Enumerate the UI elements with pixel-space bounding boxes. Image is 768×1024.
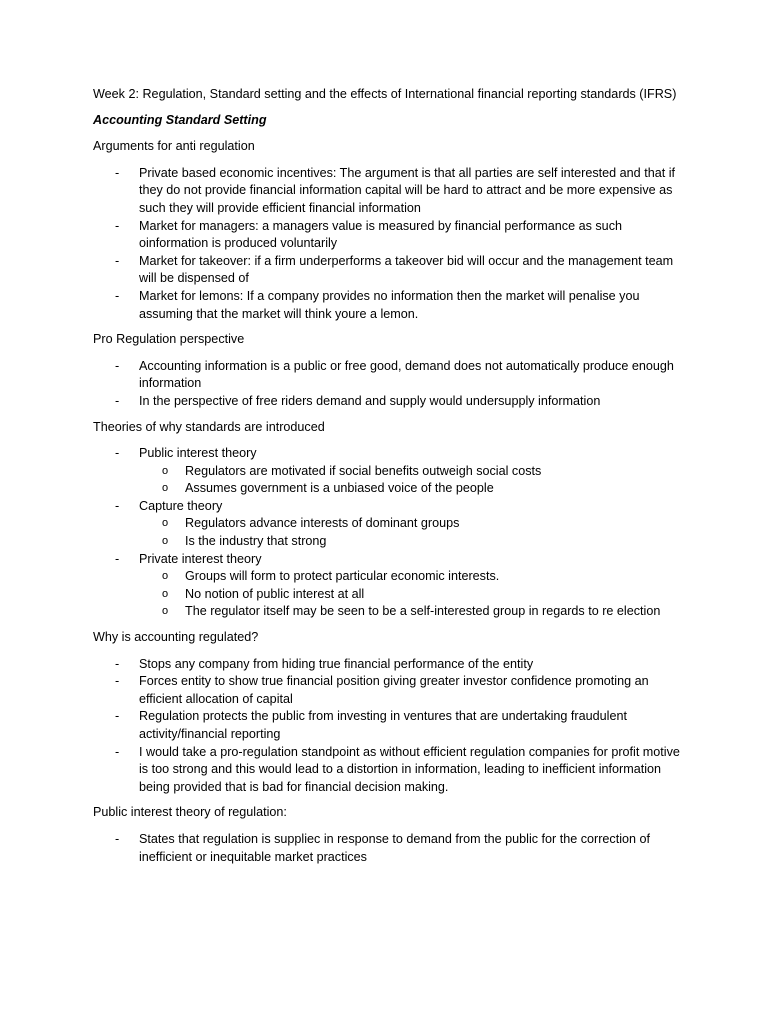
dash-bullet: - xyxy=(115,498,120,513)
circle-bullet: o xyxy=(162,482,169,495)
list-item xyxy=(93,673,683,708)
sub-list-item-text: Groups will form to protect particular economic interests. xyxy=(185,569,500,584)
sub-list-item-text: Is the industry that strong xyxy=(185,534,327,549)
list-item-text: Market for managers: a managers value is measured by financial performance as such oinformation is produced voluntarily xyxy=(139,218,622,251)
pro-regulation-list xyxy=(93,358,683,411)
dash-bullet: - xyxy=(115,446,120,461)
list-item xyxy=(93,253,683,288)
list-item xyxy=(93,218,683,253)
list-item xyxy=(93,708,683,743)
dash-bullet: - xyxy=(115,744,120,759)
sub-list xyxy=(139,463,683,498)
sub-list-item xyxy=(139,515,683,533)
circle-bullet: o xyxy=(162,517,169,530)
public-interest-heading: Public interest theory of regulation: xyxy=(93,805,287,820)
list-item-text: Market for takeover: if a firm underperforms a takeover bid will occur and the management team will be dispensed of xyxy=(139,253,674,286)
theories-list xyxy=(93,445,683,621)
list-item-text: Regulation protects the public from investing in ventures that are undertaking fraudulent activity/financial reporting xyxy=(139,709,627,741)
sub-list-item-text: Assumes government is a unbiased voice of the people xyxy=(185,481,494,496)
document-title: Week 2: Regulation, Standard setting and the effects of International financial reporting standards (IFRS) xyxy=(93,87,677,101)
list-item xyxy=(93,656,683,674)
list-item-text: Forces entity to show true financial position giving greater investor confidence promoting an efficient allocation of capital xyxy=(139,674,649,706)
list-item-text: States that regulation is suppliec in response to demand from the public for the correction of inefficient or inequitable market practices xyxy=(139,831,651,864)
dash-bullet: - xyxy=(115,288,120,303)
list-item-text: Public interest theory xyxy=(139,446,257,461)
dash-bullet: - xyxy=(115,218,120,233)
dash-bullet: - xyxy=(115,831,120,846)
list-item-text: In the perspective of free riders demand and supply would undersupply information xyxy=(139,393,601,408)
circle-bullet: o xyxy=(162,535,169,548)
sub-list-item-text: The regulator itself may be seen to be a self-interested group in regards to re election xyxy=(185,604,661,619)
dash-bullet: - xyxy=(115,709,120,724)
circle-bullet: o xyxy=(162,570,169,583)
list-item-text: Capture theory xyxy=(139,498,223,513)
sub-list-item xyxy=(139,586,683,604)
list-item xyxy=(93,358,683,393)
dash-bullet: - xyxy=(115,358,120,373)
sub-list xyxy=(139,515,683,550)
why-regulated-list xyxy=(93,656,683,797)
list-item xyxy=(93,165,683,218)
theories-heading: Theories of why standards are introduced xyxy=(93,419,325,434)
circle-bullet: o xyxy=(162,464,169,477)
list-item-text: Private based economic incentives: The argument is that all parties are self interested and that if they do not provide financial information capital will be hard to attract and be more expensive as such they will provide efficient financial information xyxy=(139,165,675,215)
dash-bullet: - xyxy=(115,253,120,268)
document-page xyxy=(93,86,683,874)
dash-bullet: - xyxy=(115,674,120,689)
list-item xyxy=(93,831,683,866)
pro-regulation-heading: Pro Regulation perspective xyxy=(93,332,245,347)
section-subheading: Accounting Standard Setting xyxy=(93,112,267,127)
why-regulated-heading: Why is accounting regulated? xyxy=(93,630,259,645)
list-item xyxy=(93,445,683,498)
sub-list-item-text: No notion of public interest at all xyxy=(185,586,365,601)
anti-regulation-heading: Arguments for anti regulation xyxy=(93,139,255,154)
sub-list-item xyxy=(139,480,683,498)
dash-bullet: - xyxy=(115,551,120,566)
sub-list-item xyxy=(139,533,683,551)
list-item-text: Private interest theory xyxy=(139,551,262,566)
dash-bullet: - xyxy=(115,656,120,671)
public-interest-list xyxy=(93,831,683,866)
sub-list xyxy=(139,568,683,621)
sub-list-item xyxy=(139,603,683,621)
list-item xyxy=(93,393,683,411)
list-item xyxy=(93,288,683,323)
list-item xyxy=(93,551,683,621)
dash-bullet: - xyxy=(115,165,120,180)
sub-list-item-text: Regulators advance interests of dominant groups xyxy=(185,516,460,531)
sub-list-item xyxy=(139,568,683,586)
sub-list-item xyxy=(139,463,683,481)
list-item-text: Market for lemons: If a company provides no information then the market will penalise you assuming that the market will think youre a lemon. xyxy=(139,288,640,321)
list-item-text: Stops any company from hiding true financial performance of the entity xyxy=(139,656,534,671)
sub-list-item-text: Regulators are motivated if social benefits outweigh social costs xyxy=(185,463,542,478)
dash-bullet: - xyxy=(115,393,120,408)
list-item xyxy=(93,744,683,797)
list-item xyxy=(93,498,683,551)
list-item-text: Accounting information is a public or free good, demand does not automatically produce enough information xyxy=(139,358,674,391)
list-item-text: I would take a pro-regulation standpoint as without efficient regulation companies for profit motive is too strong and this would lead to a distortion in information, leading to inefficient information being provided that is bad for financial decision making. xyxy=(139,744,680,794)
anti-regulation-list xyxy=(93,165,683,323)
circle-bullet: o xyxy=(162,587,169,600)
circle-bullet: o xyxy=(162,605,169,618)
